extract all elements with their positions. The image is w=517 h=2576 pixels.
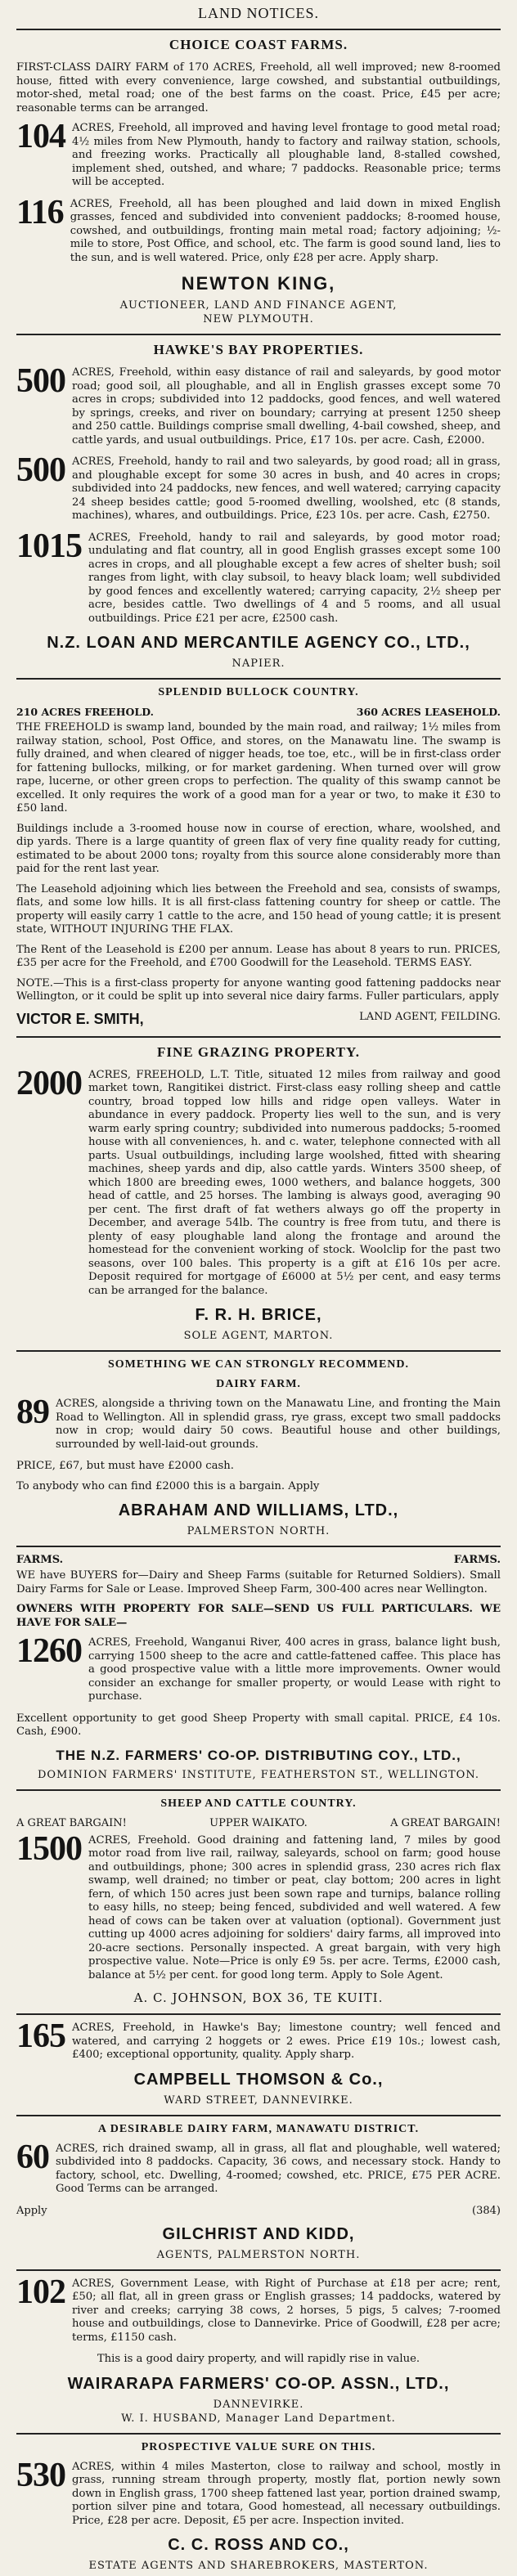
- section-title: PROSPECTIVE VALUE SURE ON THIS.: [141, 2440, 376, 2453]
- acreage-number: 530: [16, 2456, 65, 2494]
- agent-place: AGENTS, PALMERSTON NORTH.: [156, 2248, 361, 2261]
- agent-place: DANNEVIRKE.: [213, 2398, 304, 2411]
- apply-line: To anybody who can find £2000 this is a bargain. Apply: [16, 1479, 320, 1492]
- acreage-number: 60: [16, 2138, 49, 2176]
- sheep-cattle-section: [16, 1797, 501, 2006]
- listing-102: [16, 2273, 501, 2345]
- agent-manager: W. I. HUSBAND, Manager Land Department.: [121, 2412, 396, 2425]
- divider: [16, 678, 501, 680]
- listing-text: ACRES, FREEHOLD, L.T. Title, situated 12 miles from railway and good market town, Rangitikei district. First-class easy rolling sheep and cattle country, broad topped low hills and ridge open valleys. Water in abundance in every paddock. Property lies well to the sun, and is very warm early spring country; subdivided into numerous paddocks; 5-roomed house with all conveniences, h. and c. water, telephone connected with all parts. Usual outbuildings, including large woolshed, fitted with shearing machines, sheep yards and dip, also cattle yards. Winters 3500 sheep, of which 1800 are breeding ewes, 1000 wethers, and balance hoggets, 300 head of cattle, and 25 horses. The lambing is always good, averaging 90 per cent. The first draft of fat wethers always go off the property in December, and average 54lb. The country is free from tutu, and there is plenty of easy ploughable land along the frontage and around the homestead for the convenient working of stock. Woolclip for the past two seasons, over 100 bales. This property is a gift at £16 10s per acre. Deposit required for mortgage of £6000 at 5½ per cent, and easy terms can be arranged for the balance.: [88, 1068, 501, 1297]
- paragraph: The Rent of the Leasehold is £200 per annum. Lease has about 8 years to run. PRICES, £35 per acre for the Freehold, and £700 Goodwill for the Leasehold. TERMS EASY.: [16, 943, 501, 969]
- acreage-number: 165: [16, 2017, 65, 2055]
- agent-name: NEWTON KING,: [181, 273, 336, 294]
- listing-text: ACRES, Freehold, within easy distance of rail and saleyards, by good motor road; good soil, all ploughable, and all in English grasses except some 70 acres in crops; subdivided into 12 paddocks, good fences, and well watered by springs, creeks, and river on boundary; carrying at present 1250 sheep and 250 cattle. Buildings comprise small dwelling, 4-bail cowshed, sheep, and cattle yards, and usual outbuildings. Price, £17 10s. per acre. Cash, £2000.: [72, 366, 501, 447]
- acreage-number: 500: [16, 362, 65, 400]
- listing-60: [16, 2138, 501, 2197]
- agent-name: CAMPBELL THOMSON & Co.,: [133, 2070, 384, 2089]
- grazing-section: [16, 1044, 501, 1343]
- listing-intro: FIRST-CLASS DAIRY FARM of 170 ACRES, Freehold, all well improved; new 8-roomed house, fitted with every convenience, large cowshed, and substantial outbuildings, motor-shed, metal road; one of the best farms on the coast. Price, £45 per acre; reasonable terms can be arranged.: [16, 61, 501, 114]
- listing-1500: [16, 1829, 501, 1983]
- listing-text: ACRES, Government Lease, with Right of Purchase at £18 per acre; rent, £50; all flat, all in green grass or English grasses; 14 paddocks, watered by river and creeks; carrying 38 cows, 2 horses, 5 pigs, 5 calves; 7-roomed house and outbuildings, close to Dannevirke. Price of Goodwill, £28 per acre; terms, £1150 cash.: [72, 2277, 501, 2344]
- divider: [16, 2115, 501, 2116]
- apply-label: Apply: [16, 2204, 47, 2217]
- agent-role: LAND AGENT, FEILDING.: [359, 1010, 501, 1023]
- section-title: HAWKE'S BAY PROPERTIES.: [153, 342, 364, 357]
- hawkes-bay-section: [16, 342, 501, 670]
- leasehold-head: 360 ACRES LEASEHOLD.: [356, 706, 501, 718]
- listing-text: ACRES, Freehold. Good draining and fattening land, 7 miles by good motor road from live rail, railway, saleyards, school on farm; good house and outbuildings, phone; 300 acres in splendid grass, 230 acres rich flax swamp, well drained; no timber or peat, clay bottom; 200 acres in light fern, of which 150 acres just been sown rape and turnips, balance rolling to easy hills, no steep; being fenced, subdivided and well watered. A few head of cows can be taken over at valuation (optional). Government just cutting up 4000 acres adjoining for soldiers' dairy farms, all improved into 20-acre sections. Personally inspected. A great bargain, with very high prospective value. Note—Price is only £9 5s. per acre. Terms, £2000 cash, balance at 5½ per cent. for good long term. Apply to Sole Agent.: [88, 1833, 501, 1981]
- acreage-number: 1500: [16, 1829, 82, 1868]
- bargain-left: A GREAT BARGAIN!: [16, 1816, 127, 1829]
- listing-165: [16, 2017, 501, 2062]
- listing-text: ACRES, Freehold, in Hawke's Bay; limestone country; well fenced and watered, and carrying 2 hoggets or 2 ewes. Price £19 10s.; lowest cash, £400; exceptional opportunity, quality. Apply sharp.: [72, 2022, 501, 2061]
- agent-name: F. R. H. BRICE,: [195, 1306, 322, 1324]
- agent-name: N.Z. LOAN AND MERCANTILE AGENCY CO., LTD.,: [47, 634, 470, 652]
- agent-role: AUCTIONEER, LAND AND FINANCE AGENT,: [119, 299, 398, 312]
- agent-place: PALMERSTON NORTH.: [187, 1525, 330, 1537]
- page-header: LAND NOTICES.: [198, 5, 319, 21]
- agent-place: NEW PLYMOUTH.: [203, 313, 314, 325]
- listing-text: ACRES, alongside a thriving town on the Manawatu Line, and fronting the Main Road to Wellington. All in splendid grass, rye grass, except two small paddocks now in crop; would dairy 50 cows. Beautiful house and other buildings, surrounded by well-laid-out grounds.: [56, 1398, 501, 1451]
- listing-text: ACRES, rich drained swamp, all in grass, all flat and ploughable, well watered; subdivided into 8 paddocks. Capacity, 36 cows, and necessary stock. Handy to factory, school, etc. Dwelling, 4-roomed; cowshed, etc. PRICE, £75 PER ACRE. Good Terms can be arranged.: [56, 2142, 501, 2195]
- choice-coast-section: [16, 37, 501, 325]
- hawkes-165-section: [16, 2017, 501, 2107]
- bullock-country-section: [16, 686, 501, 1028]
- apply-row: [16, 2205, 501, 2217]
- location: UPPER WAIKATO.: [209, 1816, 308, 1829]
- divider: [16, 1546, 501, 1547]
- bargain-row: [16, 1817, 501, 1829]
- paragraph: THE FREEHOLD is swamp land, bounded by the main road, and railway; 1½ miles from railway station, school, Post Office, and stores, on the Manawatu line. The swamp is fully drained, and when cleared of nigger heads, toe toe, etc., will be in first-class order for fattening bullocks, milking, or for market gardening. When turned over will grow rape, lucerne, or other green crops to perfection. The quality of this swamp cannot be excelled. It only requires the work of a good man for a year or two, to make it £30 to £50 land.: [16, 721, 501, 815]
- acreage-number: 1260: [16, 1632, 82, 1670]
- listing-2000: [16, 1064, 501, 1299]
- farms-head-right: FARMS.: [453, 1554, 501, 1566]
- lease-102-section: [16, 2273, 501, 2425]
- owners-line: OWNERS WITH PROPERTY FOR SALE—SEND US FULL PARTICULARS. WE HAVE FOR SALE—: [16, 1603, 501, 1629]
- divider: [16, 29, 501, 30]
- farms-head-left: FARMS.: [16, 1554, 64, 1566]
- manawatu-section: [16, 2123, 501, 2261]
- paragraph: The Leasehold adjoining which lies between the Freehold and sea, consists of swamps, flats, and some low hills. It is all first-class fattening country for sheep or cattle. The property will easily carry 1 cattle to the acre, and 150 head of young cattle; it is present state, WITHOUT INJURING THE FLAX.: [16, 882, 501, 936]
- agent-place: NAPIER.: [232, 657, 285, 670]
- listing-500b: [16, 451, 501, 523]
- listing-104: [16, 118, 501, 190]
- agent-row: [16, 1011, 501, 1028]
- paragraph: Buildings include a 3-roomed house now in course of erection, whare, woolshed, and dip yards. There is a large quantity of green flax of very fine quality ready for cutting, estimated to be about 2000 tons; royalty from this source alone considerably more than paid for the rent last year.: [16, 822, 501, 875]
- section-title: SPLENDID BULLOCK COUNTRY.: [158, 686, 359, 698]
- acreage-number: 1015: [16, 527, 82, 565]
- agent-name: GILCHRIST AND KIDD,: [162, 2224, 355, 2243]
- listing-text: ACRES, within 4 miles Masterton, close to railway and school, mostly in grass, running stream through property, mostly flat, portion newly sown down in English grass, 1700 sheep fattened last year, portion drained swamp, portion silver pine and totara, Good homestead, all necessary outbuildings. Price, £28 per acre. Deposit, £5 per acre. Inspection invited.: [72, 2460, 501, 2527]
- freehold-head: 210 ACRES FREEHOLD.: [16, 706, 154, 718]
- acreage-number: 500: [16, 451, 65, 489]
- farms-section: [16, 1554, 501, 1781]
- listing-text: ACRES, Freehold, Wanganui River, 400 acres in grass, balance light bush, carrying 1500 sheep to the acre and cattle-fattened caffee. This place has a good prospective value with a little more improvements. Owner would consider an exchange for smaller property, or would Lease with right to purchase.: [88, 1636, 501, 1703]
- section-title: FINE GRAZING PROPERTY.: [157, 1043, 360, 1060]
- divider: [16, 2269, 501, 2271]
- acreage-number: 102: [16, 2273, 65, 2311]
- divider: [16, 1036, 501, 1038]
- section-banner: SOMETHING WE CAN STRONGLY RECOMMEND.: [107, 1358, 410, 1371]
- acreage-number: 104: [16, 118, 65, 155]
- agent-place: DOMINION FARMERS' INSTITUTE, FEATHERSTON ST., WELLINGTON.: [37, 1768, 480, 1781]
- divider: [16, 1789, 501, 1791]
- agent-place: WARD STREET, DANNEVIRKE.: [164, 2094, 353, 2107]
- note-line: This is a good dairy property, and will rapidly rise in value.: [97, 2353, 420, 2365]
- tenure-heads: [16, 706, 501, 718]
- divider: [16, 1350, 501, 1352]
- listing-text: ACRES, Freehold, handy to rail and saleyards, by good motor road; undulating and flat country, all in good English grasses except some 100 acres in crops, and all ploughable except a few acres of shelter bush; soil ranges from light, with clay subsoil, to heavy black loam; well subdivided by good fences and excellently watered; carrying capacity, 2½ sheep per acre, besides cattle. Two dwellings of 4 and 5 rooms, and all usual outbuildings. Price £21 per acre, £2500 cash.: [88, 531, 501, 625]
- divider: [16, 2013, 501, 2015]
- farms-heads: [16, 1554, 501, 1566]
- acreage-number: 116: [16, 193, 64, 231]
- section-title: CHOICE COAST FARMS.: [169, 37, 348, 52]
- agent-name: A. C. JOHNSON, BOX 36, TE KUITI.: [133, 1990, 384, 2005]
- agent-name: ABRAHAM AND WILLIAMS, LTD.,: [118, 1501, 399, 1519]
- listing-500a: [16, 362, 501, 447]
- agent-name: C. C. ROSS AND CO.,: [168, 2536, 349, 2554]
- prospective-section: [16, 2441, 501, 2573]
- listing-89: [16, 1393, 501, 1452]
- agent-place: ESTATE AGENTS AND SHAREBROKERS, MASTERTON.: [88, 2560, 429, 2572]
- listing-text: ACRES, Freehold, all has been ploughed and laid down in mixed English grasses, fenced and subdivided into convenient paddocks; 8-roomed house, cowshed, and outbuildings, fronting main metal road; factory adjoining; ½-mile to store, Post Office, and school, etc. The farm is good sound land, lies to the sun, and is well watered. Price, only £28 per acre. Apply sharp.: [70, 197, 501, 264]
- section-title: DAIRY FARM.: [216, 1378, 301, 1390]
- listing-1015: [16, 527, 501, 626]
- section-title: SHEEP AND CATTLE COUNTRY.: [160, 1797, 357, 1810]
- agent-name: VICTOR E. SMITH,: [16, 1010, 144, 1027]
- listing-text: ACRES, Freehold, handy to rail and two saleyards, by good road; all in grass, and ploughable except for some 30 acres in bush, and 40 acres in crops; subdivided into 24 paddocks, new fences, and well watered; carrying capacity 24 sheep besides cattle; good 5-roomed dwelling, woolshed, etc (8 stands, machines), whares, and outbuildings. Price, £23 10s. per acre. Cash, £2750.: [72, 456, 501, 522]
- paragraph: Excellent opportunity to get good Sheep Property with small capital. PRICE, £4 10s. Cash, £900.: [16, 1712, 501, 1738]
- agent-name: WAIRARAPA FARMERS' CO-OP. ASSN., LTD.,: [67, 2374, 450, 2393]
- listing-text: ACRES, Freehold, all improved and having level frontage to good metal road; 4½ miles from New Plymouth, handy to factory and railway station, schools, and freezing works. Practically all ploughable land, 8-stalled cowshed, implement shed, outshed, and whare; 7 paddocks. Reasonable price; terms will be accepted.: [72, 122, 501, 188]
- divider: [16, 334, 501, 335]
- listing-530: [16, 2456, 501, 2529]
- listing-116: [16, 193, 501, 266]
- dairy-section: [16, 1358, 501, 1537]
- listing-1260: [16, 1632, 501, 1704]
- agent-name: THE N.Z. FARMERS' CO-OP. DISTRIBUTING COY., LTD.,: [56, 1747, 461, 1763]
- ref-number: (384): [472, 2204, 501, 2217]
- paragraph: NOTE.—This is a first-class property for anyone wanting good fattening paddocks near Wellington, or it could be split up into several nice dairy farms. Fuller particulars, apply: [16, 976, 501, 1003]
- paragraph: WE have BUYERS for—Dairy and Sheep Farms (suitable for Returned Soldiers). Small Dairy Farms for Sale or Lease. Improved Sheep Farm, 300-400 acres near Wellington.: [16, 1569, 501, 1595]
- price-line: PRICE, £67, but must have £2000 cash.: [16, 1460, 234, 1472]
- divider: [16, 2433, 501, 2435]
- section-title: A DESIRABLE DAIRY FARM, MANAWATU DISTRICT.: [97, 2122, 420, 2135]
- bargain-right: A GREAT BARGAIN!: [390, 1816, 501, 1829]
- acreage-number: 2000: [16, 1064, 82, 1102]
- agent-role: SOLE AGENT, MARTON.: [183, 1330, 334, 1342]
- acreage-number: 89: [16, 1393, 49, 1431]
